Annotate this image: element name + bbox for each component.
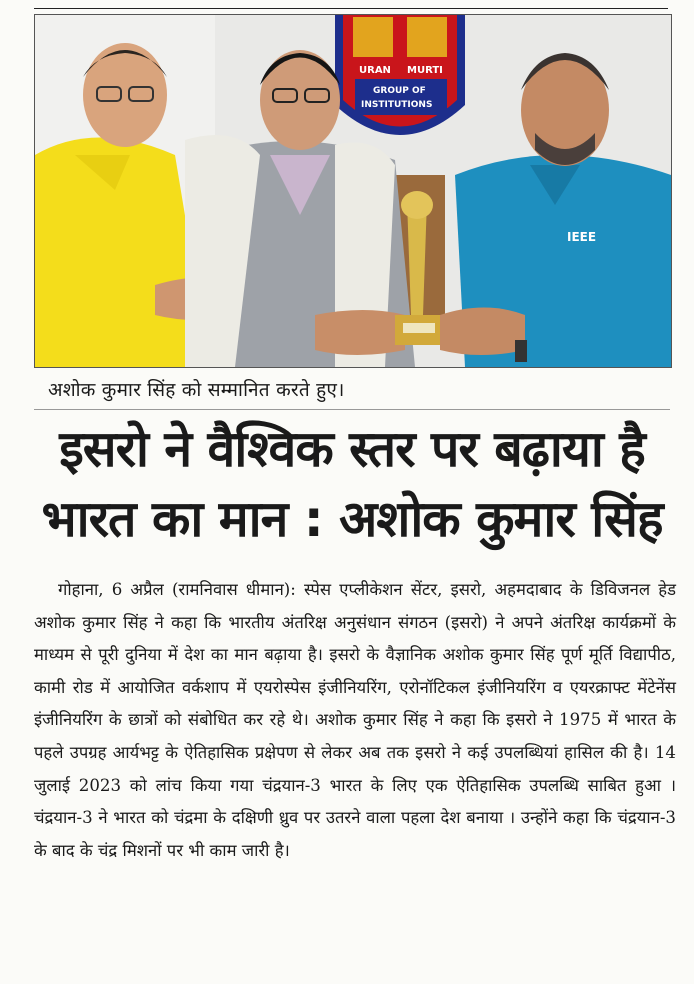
caption-divider [34,409,670,410]
headline-line-2: भारत का मान : अशोक कुमार सिंह [41,490,663,548]
headline-line-1: इसरो ने वैश्विक स्तर पर बढ़ाया है [59,420,645,478]
logo-text-1: URAN [359,65,391,76]
shirt-logo: IEEE [567,230,597,244]
article-body [34,574,676,867]
logo-text-3: GROUP OF [373,86,426,96]
top-border [34,0,668,9]
article-paragraph: गोहाना, 6 अप्रैल (रामनिवास धीमान): स्पेस एप्लीकेशन सेंटर, इसरो, अहमदाबाद के डिविजनल हेड अशोक कुमार सिंह ने कहा कि भारतीय अंतरिक्ष अनुसंधान संगठन (इसरो) ने अपने अंतरिक्ष कार्यक्रमों के माध्यम से पूरी दुनिया में देश का मान बढ़ाया है। इसरो के वैज्ञानिक अशोक कुमार सिंह पूर्ण मूर्ति विद्यापीठ, कामी रोड में आयोजित वर्कशाप में एयरोस्पेस इंजीनियरिंग, एरोनॉटिकल इंजीनियरिंग व एयरक्राफ्ट मेंटेनेंस इंजीनियरिंग के छात्रों को संबोधित कर रहे थे। अशोक कुमार सिंह ने कहा कि इसरो ने 1975 में भारत के पहले उपग्रह आर्यभट्ट के ऐतिहासिक प्रक्षेपण से लेकर अब तक इसरो ने कई उपलब्धियां हासिल की है। 14 जुलाई 2023 को लांच किया गया चंद्रयान-3 भारत के लिए एक ऐतिहासिक उपलब्धि साबित हुआ । चंद्रयान-3 ने भारत को चंद्रमा के दक्षिणी ध्रुव पर उतरने वाला पहला देश बनाया । उन्होंने कहा कि चंद्रयान-3 के बाद के चंद्र मिशनों पर भी काम जारी है। [34,580,676,860]
photo-caption: अशोक कुमार सिंह को सम्मानित करते हुए। [48,379,345,401]
headline [34,414,670,554]
logo-text-4: INSTITUTIONS [361,100,433,110]
logo-text-2: MURTI [407,65,443,76]
institution-logo [335,15,465,135]
news-photo [34,14,672,368]
